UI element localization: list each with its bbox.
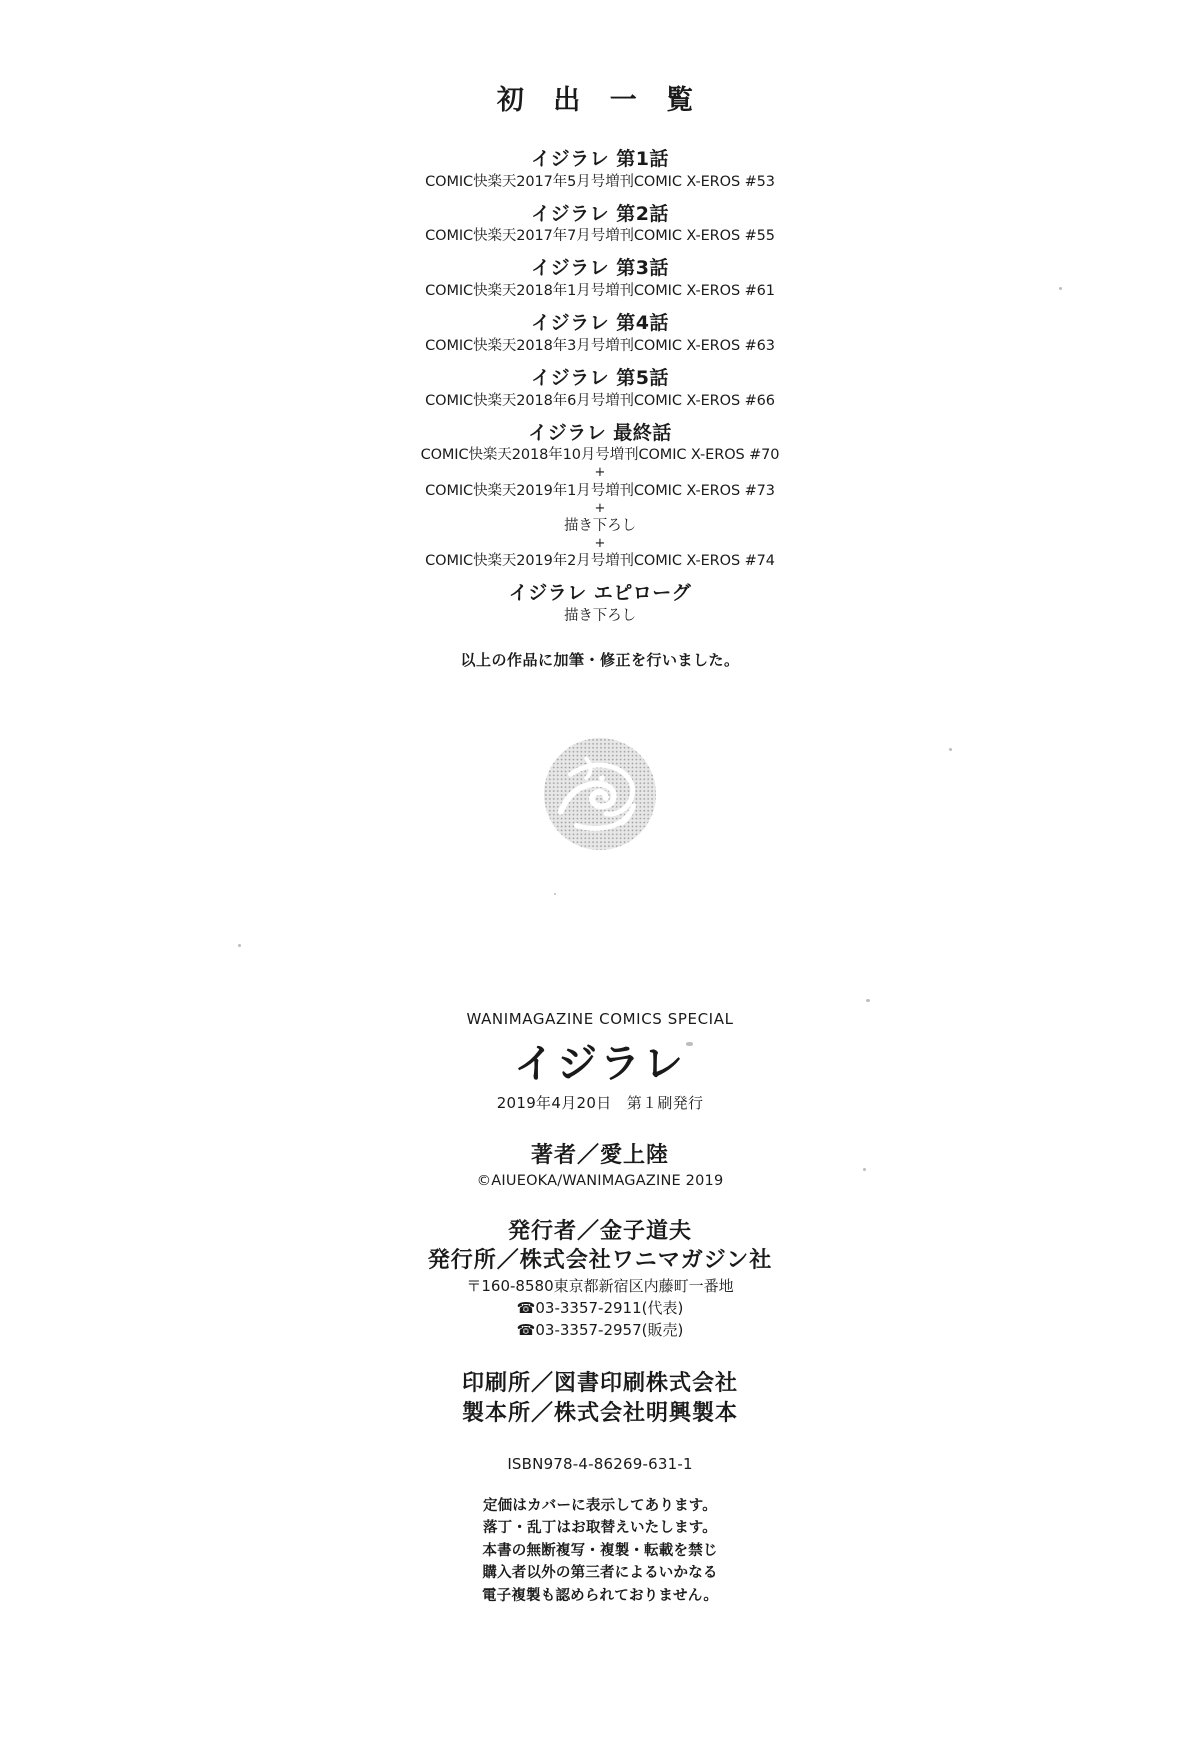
- colophon-section: [0, 1010, 1200, 1607]
- list-item: [0, 421, 1200, 573]
- list-item: [0, 202, 1200, 248]
- entry-source: COMIC快楽天2018年6月号増刊COMIC X-EROS #66: [425, 392, 775, 409]
- section-heading: 初 出 一 覧: [496, 85, 704, 117]
- author-line: 著者／愛上陸: [530, 1143, 669, 1168]
- entry-title: イジラレ 第5話: [531, 366, 669, 389]
- publisher-person: 発行者／金子道夫: [507, 1218, 692, 1244]
- publisher-block: [0, 1217, 1200, 1342]
- publisher-address: 〒160-8580東京都新宿区内藤町一番地: [466, 1277, 734, 1296]
- isbn: ISBN978-4-86269-631-1: [507, 1454, 693, 1473]
- scan-speck: [238, 944, 241, 947]
- entry-title: イジラレ 第3話: [531, 257, 669, 280]
- entry-plus: +: [594, 500, 606, 516]
- publisher-logo-wrap: [0, 735, 1200, 858]
- entry-source: COMIC快楽天2018年10月号増刊COMIC X-EROS #70: [420, 447, 780, 464]
- publisher-company: 発行所／株式会社ワニマガジン社: [427, 1248, 773, 1274]
- list-item: [0, 581, 1200, 627]
- first-appearance-section: [0, 60, 1200, 670]
- legal-line: 落丁・乱丁はお取替えいたします。: [482, 1520, 718, 1537]
- series-label: WANIMAGAZINE COMICS SPECIAL: [466, 1010, 734, 1028]
- phone-main: ☎03-3357-2911(代表): [516, 1298, 684, 1317]
- entry-source: COMIC快楽天2019年1月号増刊COMIC X-EROS #73: [425, 482, 775, 499]
- entry-title: イジラレ エピローグ: [508, 582, 692, 605]
- legal-line: 購入者以外の第三者によるいかなる: [482, 1565, 718, 1582]
- legal-line: 電子複製も認められておりません。: [481, 1587, 719, 1604]
- wanimagazine-dragon-logo-icon: [541, 735, 659, 853]
- entry-source: 描き下ろし: [564, 607, 636, 624]
- legal-line: 本書の無断複写・複製・転載を禁じ: [482, 1542, 718, 1559]
- production-block: [0, 1369, 1200, 1428]
- legal-notice: [0, 1495, 1200, 1607]
- entry-title: イジラレ 第4話: [531, 312, 669, 335]
- book-title: イジラレ: [514, 1041, 686, 1087]
- list-item: [0, 147, 1200, 193]
- list-item: [0, 311, 1200, 357]
- entry-title: イジラレ 第2話: [531, 202, 669, 225]
- list-item: [0, 366, 1200, 412]
- entry-source: COMIC快楽天2018年1月号増刊COMIC X-EROS #61: [425, 283, 775, 300]
- copyright-line: ©AIUEOKA/WANIMAGAZINE 2019: [476, 1172, 724, 1189]
- printer-line: 印刷所／図書印刷株式会社: [461, 1371, 738, 1397]
- entry-title: イジラレ 第1話: [531, 148, 669, 171]
- author-block: [0, 1141, 1200, 1189]
- entry-source: COMIC快楽天2017年7月号増刊COMIC X-EROS #55: [425, 228, 775, 245]
- legal-line: 定価はカバーに表示してあります。: [482, 1497, 718, 1514]
- scan-speck: [866, 999, 870, 1002]
- revision-note: 以上の作品に加筆・修正を行いました。: [460, 650, 740, 669]
- entry-source: COMIC快楽天2018年3月号増刊COMIC X-EROS #63: [425, 337, 775, 354]
- binder-line: 製本所／株式会社明興製本: [461, 1401, 738, 1426]
- entry-plus: +: [594, 535, 606, 551]
- entry-title: イジラレ 最終話: [528, 421, 672, 444]
- entry-source: COMIC快楽天2017年5月号増刊COMIC X-EROS #53: [425, 173, 775, 190]
- entry-source: 描き下ろし: [564, 517, 636, 534]
- entry-source: COMIC快楽天2019年2月号増刊COMIC X-EROS #74: [425, 553, 775, 570]
- entry-plus: +: [594, 465, 606, 481]
- scan-speck: [554, 893, 556, 895]
- publication-date: 2019年4月20日 第１刷発行: [496, 1094, 704, 1112]
- list-item: [0, 256, 1200, 302]
- phone-sales: ☎03-3357-2957(販売): [516, 1320, 684, 1339]
